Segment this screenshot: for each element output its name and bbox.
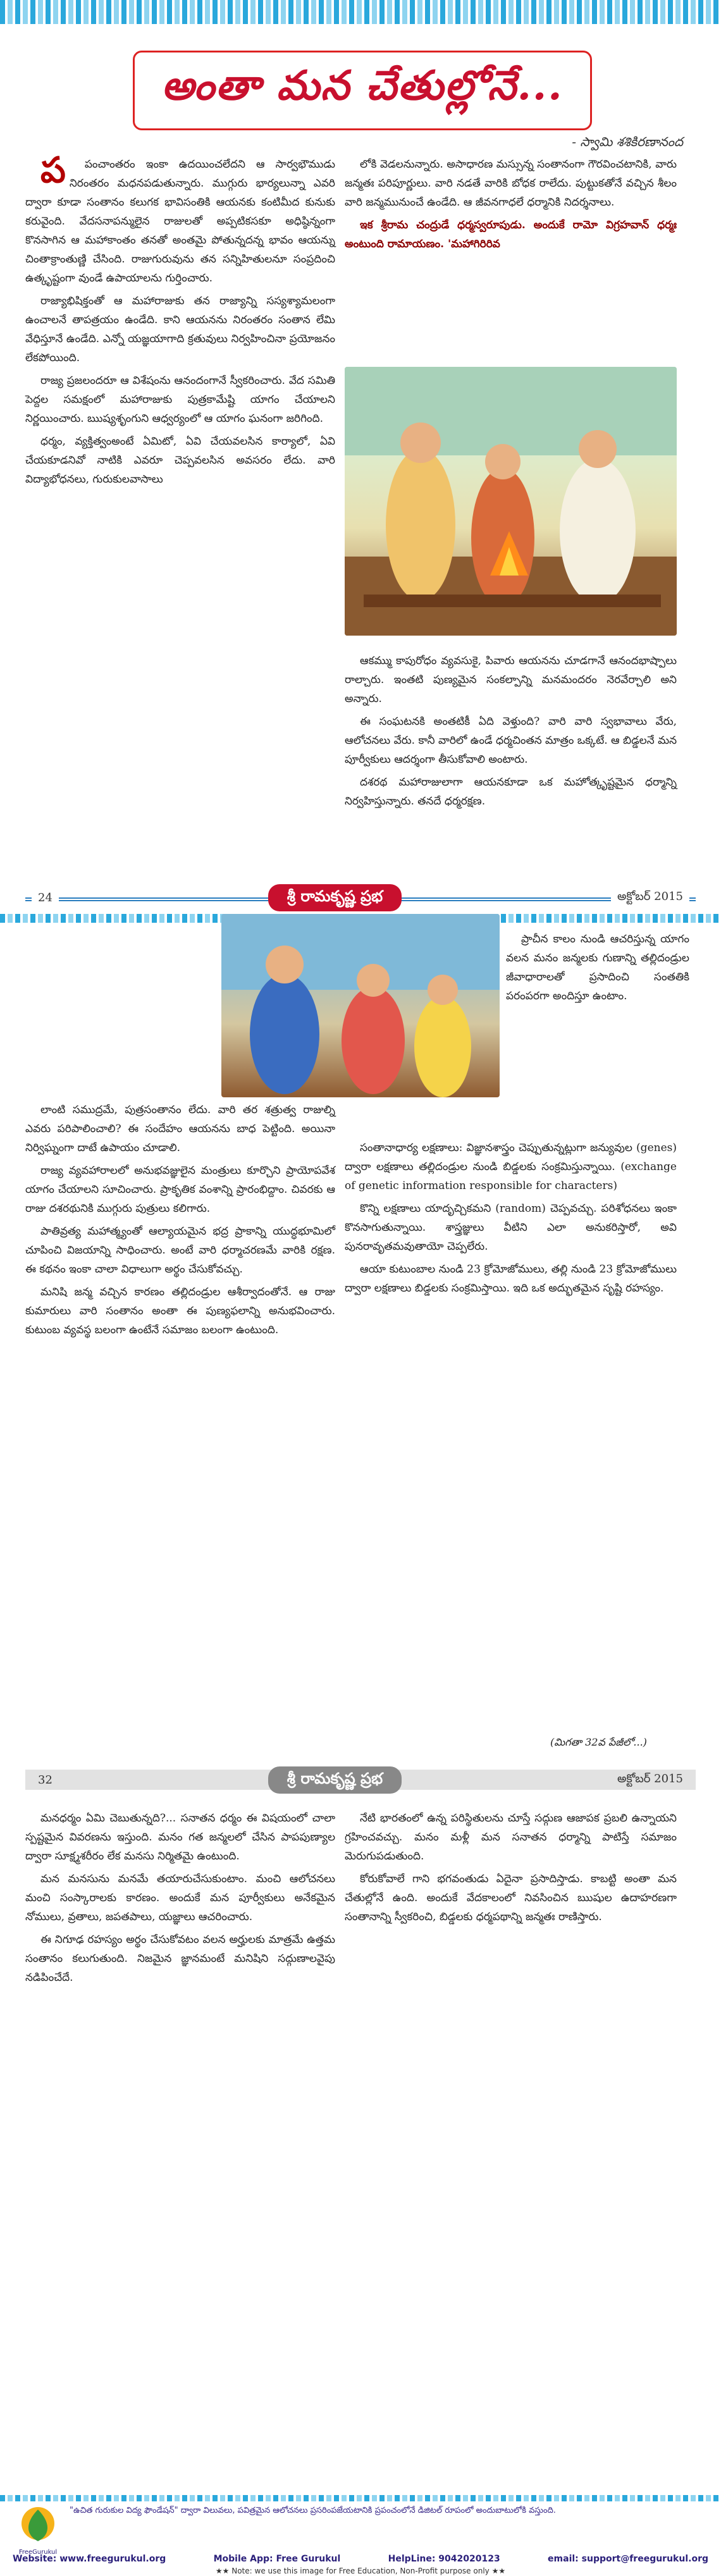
paragraph: మనధర్మం ఏమి చెబుతున్నది?... సనాతన ధర్మం ఈ విషయంలో చాలా స్పష్టమైన వివరణను ఇస్తుంది. మనం గత జన్మలలో చేసిన పాపపుణ్యాల ద్వారా సూక్ష్మశరీరం లేక మనసు నిర్మితమై ఉంటుంది. bbox=[25, 1812, 335, 1863]
issue-date: అక్టోబర్ 2015 bbox=[611, 890, 689, 906]
paragraph-quote: ఇక శ్రీరామ చంద్రుడే ధర్మస్వరూపుడు. అందుకే రామో విగ్రహవాన్ ధర్మః అంటుంది రామాయణం. 'మహాగిరిరివ bbox=[345, 219, 677, 250]
continuation-note: (మిగతా 32వ పేజీలో...) bbox=[550, 1736, 647, 1748]
page-footer-band bbox=[0, 882, 721, 913]
paragraph: కొన్ని లక్షణాలు యాదృచ్చికమని (random) చెప్పవచ్చు. పరిశోధనలు ఇంకా కొనసాగుతున్నాయి. శాస్త్రజ్ఞులు వీటిని ఎలా అనుకరిస్తారో, అవి పునరావృతమవుతాయో చెప్పలేరు. bbox=[345, 1202, 677, 1253]
page-header-band bbox=[0, 1765, 721, 1795]
paragraph: ప్రాచీన కాలం నుండి ఆచరిస్తున్న యాగం వలన మనం జన్మలకు గుణాన్ని తల్లిదండ్రుల జీవాధారాలతో ప్రసాదించి సంతతికి పరంపరగా అందిస్తూ ఉంటాం. bbox=[506, 933, 689, 1002]
author-name: - స్వామి శశికిరణానంద bbox=[572, 134, 683, 149]
page1-left-column bbox=[25, 149, 335, 493]
page2-right-column bbox=[345, 1138, 677, 1302]
page2-left-column bbox=[25, 1100, 335, 1343]
website-link[interactable]: Website: www.freegurukul.org bbox=[13, 2554, 166, 2564]
title-box bbox=[133, 51, 592, 130]
paragraph: ఆకమ్ము కాపురోధం వ్యవసుకై, పివారు ఆయనను చూడగానే ఆనందభాష్పాలు రాల్చారు. ఇంతటి పుణ్యమైన సంకల్పాన్ని మనమందరం నెరవేర్చాలి అని అన్నారు. bbox=[345, 655, 677, 705]
support-email[interactable]: email: support@freegurukul.org bbox=[548, 2554, 708, 2564]
page-title: అంతా మన చేతుల్లోనే... bbox=[161, 62, 564, 109]
footer-notes bbox=[0, 2503, 721, 2576]
page3-right-column bbox=[345, 1809, 677, 1930]
paragraph-section: సంతానాధార్య లక్షణాలు: విజ్ఞానశాస్త్రం చెప్పుతున్నట్లుగా జన్యువుల (genes) ద్వారా లక్షణాలు తల్లిదండ్రుల నుండి బిడ్డలకు సంక్రమిస్తున్నాయి. (exchange of genetic information responsible for characters) bbox=[345, 1142, 677, 1192]
paragraph: రాజ్య వ్యవహారాలలో అనుభవజ్ఞులైన మంత్రులు కూర్చొని ప్రాయోపవేశ యాగం చేయాలని సూచించారు. ప్రాకృతిక వంశాన్ని ప్రారంభిద్దాం. చివరకు ఆ రాజు దశరథునికి ముగ్గురు పుత్రులు కలిగారు. bbox=[25, 1164, 335, 1215]
top-decorative-border bbox=[0, 0, 721, 24]
page3-left-column bbox=[25, 1809, 335, 1991]
issue-date: అక్టోబర్ 2015 bbox=[617, 1772, 683, 1785]
dropcap: ప bbox=[40, 149, 66, 191]
illustration-king-scene bbox=[221, 914, 500, 1097]
paragraph: రాజ్య ప్రజలందరూ ఆ విశేషంను ఆనందంగానే స్వీకరించారు. వేద సమితి పెద్దల సమక్షంలో మహారాజుకు పుత్రకామేష్టి యాగం చేయాలని నిర్ణయించారు. ఋష్యశృంగుని ఆధ్వర్యంలో ఆ యాగం ఘనంగా జరిగింది. bbox=[25, 374, 335, 425]
logo-text: FreeGurukul bbox=[18, 2549, 58, 2556]
paragraph: మన మనసును మనమే తయారుచేసుకుంటాం. మంచి ఆలోచనలు మంచి సంస్కారాలకు కారణం. అందుకే మన పూర్వీకులు అనేకమైన నోములు, వ్రతాలు, జపతపాలు, యజ్ఞాలు ఆచరించారు. bbox=[25, 1873, 335, 1923]
bottom-decorative-border bbox=[0, 2495, 721, 2501]
contact-row bbox=[13, 2554, 708, 2564]
paragraph: రాజ్యాభిషిక్తంతో ఆ మహారాజుకు తన రాజ్యాన్ని సస్యశ్యామలంగా ఉంచాలనే తాపత్రయం ఉండేది. కాని ఆయనను నిరంతరం సంతాన లేమి వేధిస్తూనే ఉండేది. ఎన్నో యజ్ఞయాగాది క్రతువులు నిర్వహించినా ప్రయోజనం లేకపోయింది. bbox=[25, 295, 335, 364]
paragraph: దశరథ మహారాజులాగా ఆయనకూడా ఒక మహోత్కృష్టమైన ధర్మాన్ని నిర్వహిస్తున్నారు. తనదే ధర్మరక్షణ. bbox=[345, 776, 677, 808]
paragraph: కోరుకోవాలే గాని భగవంతుడు ఏదైనా ప్రసాదిస్తాడు. కాబట్టి అంతా మన చేతుల్లోనే ఉంది. అందుకే వేదకాలంలో నివసించిన ఋషుల ఉదాహరణగా సంతానాన్ని స్వీకరించి, బిడ్డలకు ధర్మపథాన్ని జన్మతః రాణిస్తారు. bbox=[345, 1873, 677, 1923]
paragraph: ఈ సంఘటనకి అంతటికీ ఏది వెళ్తుంది? వారి వారి స్వభావాలు వేరు, ఆలోచనలు వేరు. కానీ వారిలో ఉండే ధర్మచింతన మాత్రం ఒక్కటే. ఆ బిడ్డలనే మన పూర్వీకులు ఆదర్శంగా తీసుకోవాలి అంటారు. bbox=[345, 715, 677, 766]
disclaimer-note: ★★ Note: we use this image for Free Education, Non-Profit purpose only ★★ bbox=[215, 2567, 506, 2575]
page1-right-column bbox=[345, 155, 677, 257]
ritual-illustration-svg bbox=[345, 367, 677, 636]
paragraph: ఈ నిగూఢ రహస్యం అర్థం చేసుకోవటం వలన అర్హులకు మాత్రమే ఉత్తమ సంతానం కలుగుతుంది. నిజమైన జ్ఞానమంటే మనిషిని సద్గుణాలవైపు నడిపించేదే. bbox=[25, 1933, 335, 1984]
paragraph: పాతివ్రత్య మహాత్మ్యంతో ఆల్యాయమైన భద్ర ప్రాకాన్ని యుద్ధభూమిలో చూపించి విజయాన్ని సాధించారు. అంటే వారి ధర్మాచరణమే వారికి రక్షణ. ఈ కథనం ఇంకా చాలా విధాలుగా అర్థం చేసుకోవచ్చు. bbox=[25, 1225, 335, 1276]
paragraph: మనిషి జన్మ వచ్చిన కారణం తల్లిదండ్రుల ఆశీర్వాదంతోనే. ఆ రాజు కుమారులు వారి సంతానం అంతా ఈ పుణ్యఫలాన్ని అనుభవించారు. కుటుంబ వ్యవస్థ బలంగా ఉంటేనే సమాజం బలంగా ఉంటుంది. bbox=[25, 1286, 335, 1336]
footer-note-text: "ఉచిత గురుకుల విద్య ఫౌండేషన్" ద్వారా విలువలు, పవిత్రమైన ఆలోచనలు ప్రసరింపజేయటానికి ప్రపంచంలోనే డిజిటల్ రూపంలో అందుబాటులోకి వస్తుంది. bbox=[70, 2506, 556, 2515]
page-number: 24 bbox=[32, 891, 59, 904]
paragraph: పంచాంతరం ఇంకా ఉదయించలేదని ఆ సార్వభౌముడు నిరంతరం మధనపడుతున్నారు. ముగ్గురు భార్యలున్నా ఎవరి ద్వారా కూడా సంతానం కలుగక భావిసంతికి ఆయనకు కంటిమీద కునుకు కరువైంది. వేదసనాపన్ములైన రాజులతో అప్పటికసకూ అధిష్ఠిన్నంగా కొనసాగిన ఆ మహాకాంతం తనతో అంతమై పోతున్నదన్న భావం ఆయన్ను చింతాక్రాంతుణ్ణి చేసింది. రాజుగురువును తన సన్నిహితులనూ సంప్రదించి ఉత్కృష్టంగా వుండే ఉపాయాలను గుర్తించారు. bbox=[25, 158, 335, 285]
page1-after-image-column bbox=[345, 651, 677, 815]
magazine-title: శ్రీ రామకృష్ణ ప్రభ bbox=[268, 884, 402, 911]
page2-right-top-column bbox=[506, 930, 689, 1009]
paragraph: ధర్మం, వ్యక్తిత్వంఅంటే ఏమిటో, ఏవి చేయవలసిన కార్యాలో, ఏవి చేయకూడనివో నాటికి ఎవరూ చెప్పవలసిన అవసరం లేదు. వారి విద్యాభోధనలు, గురుకులవాసాలు bbox=[25, 435, 335, 486]
king-illustration-svg bbox=[221, 914, 500, 1097]
freegurukul-logo bbox=[13, 2503, 63, 2557]
illustration-ritual-scene bbox=[345, 367, 677, 636]
magazine-title: శ్రీ రామకృష్ణ ప్రభ bbox=[268, 1766, 402, 1794]
page-number: 32 bbox=[38, 1773, 52, 1787]
mobile-app-label: Mobile App: Free Gurukul bbox=[213, 2554, 341, 2564]
paragraph: లోకి వెడలనున్నారు. అసాధారణ మస్సున్న సంతానంగా గౌరవించటానికి, వారు జన్మతః పరిపూర్ణులు. వారి నడతే వారికి బోధక రాలేదు. పుట్టుకతోనే వచ్చిన శీలం వారి జన్మమునుంచే ఉండేది. ఆ జీవనగాధలే ధర్మానికి నిదర్శనాలు. bbox=[345, 158, 677, 209]
paragraph: నేటి భారతంలో ఉన్న పరిస్థితులను చూస్తే సద్గుణ ఆజాపక ప్రబలి ఉన్నాయని గ్రహించవచ్చు. మనం మళ్లీ మన సనాతన ధర్మాన్ని పాటిస్తే సమాజం మెరుగుపడుతుంది. bbox=[345, 1812, 677, 1863]
paragraph: లాంటి సముద్రమే, పుత్రసంతానం లేదు. వారి తర శత్రుత్వ రాజుల్ని ఎవరు పరిపాలించాలి? ఈ సందేహం ఆయనను బాధ పెట్టింది. అయినా నిర్విఘ్నంగా దాటే ఉపాయం చూడాలి. bbox=[25, 1104, 335, 1154]
logo-icon bbox=[13, 2503, 63, 2557]
helpline-number: HelpLine: 9042020123 bbox=[388, 2554, 500, 2564]
paragraph: ఆయా కుటుంబాల నుండి 23 క్రోమోజోములు, తల్లి నుండి 23 క్రోమోజోములు ద్వారా లక్షణాలు బిడ్డలకు సంక్రమిస్తాయి. ఇది ఒక అద్భుతమైన సృష్టి రహస్యం. bbox=[345, 1263, 677, 1295]
